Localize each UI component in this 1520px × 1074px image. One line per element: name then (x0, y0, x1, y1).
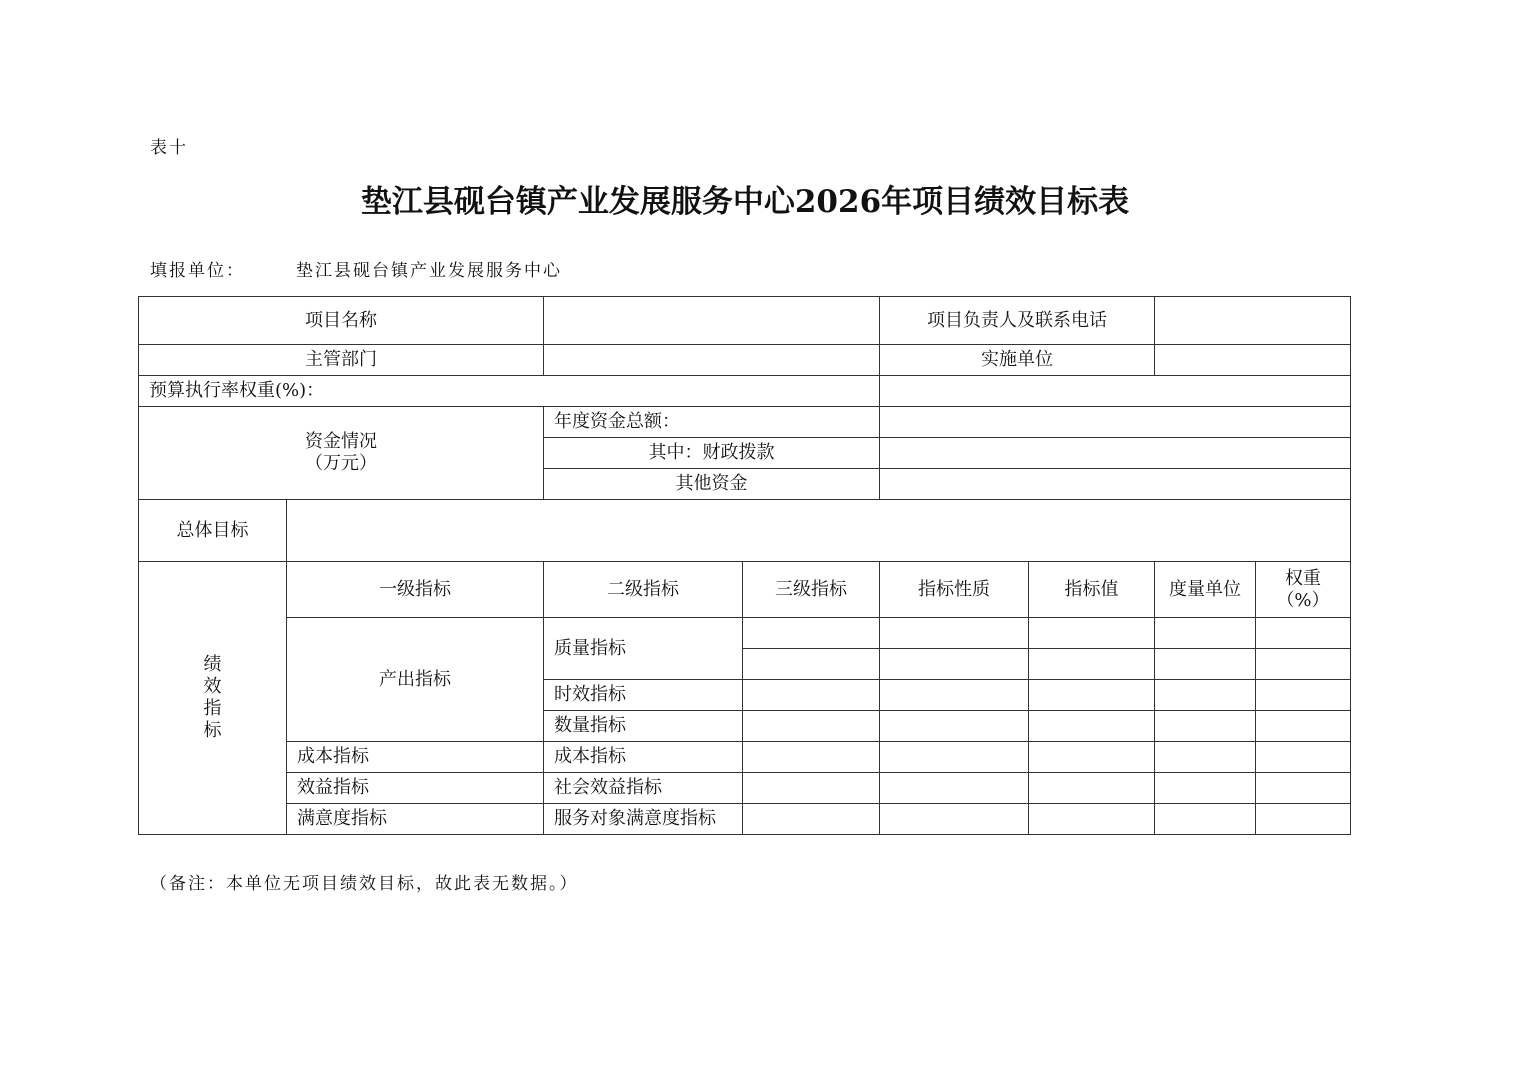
table-cell[interactable] (1029, 742, 1155, 773)
social-benefit-indicator-label: 社会效益指标 (544, 773, 743, 804)
table-row (139, 345, 1351, 376)
column-header-weight (1256, 562, 1351, 618)
overall-goal-label: 总体目标 (139, 500, 287, 562)
table-cell[interactable] (743, 680, 880, 711)
table-row (139, 297, 1351, 345)
table-cell[interactable] (1256, 680, 1351, 711)
table-cell[interactable] (880, 804, 1029, 835)
table-cell[interactable] (1155, 680, 1256, 711)
column-header-unit: 度量单位 (1155, 562, 1256, 618)
table-cell[interactable] (743, 711, 880, 742)
performance-indicator-label (139, 562, 287, 835)
table-cell[interactable] (1256, 773, 1351, 804)
footnote: （备注：本单位无项目绩效目标，故此表无数据。） (150, 874, 579, 894)
table-row (139, 804, 1351, 835)
output-indicator-label: 产出指标 (287, 618, 544, 742)
project-name-value[interactable] (544, 297, 880, 345)
table-cell[interactable] (880, 773, 1029, 804)
benefit-indicator-label: 效益指标 (287, 773, 544, 804)
funds-label (139, 407, 544, 500)
table-cell[interactable] (1029, 649, 1155, 680)
perf-char: 绩 (203, 654, 222, 675)
table-row (139, 742, 1351, 773)
table-cell[interactable] (880, 649, 1029, 680)
fill-unit-value: 垫江县砚台镇产业发展服务中心 (296, 261, 562, 281)
overall-goal-value[interactable] (287, 500, 1351, 562)
table-cell[interactable] (1029, 618, 1155, 649)
cost-indicator-level2-label: 成本指标 (544, 742, 743, 773)
table-cell[interactable] (1155, 649, 1256, 680)
service-satisfaction-indicator-label: 服务对象满意度指标 (544, 804, 743, 835)
project-contact-label: 项目负责人及联系电话 (880, 297, 1155, 345)
column-header-nature: 指标性质 (880, 562, 1029, 618)
satisfaction-indicator-label: 满意度指标 (287, 804, 544, 835)
timeliness-indicator-label: 时效指标 (544, 680, 743, 711)
table-cell[interactable] (880, 711, 1029, 742)
cost-indicator-level1-label: 成本指标 (287, 742, 544, 773)
column-header-level3: 三级指标 (743, 562, 880, 618)
table-cell[interactable] (1256, 618, 1351, 649)
table-cell[interactable] (1155, 742, 1256, 773)
column-header-level2: 二级指标 (544, 562, 743, 618)
table-cell[interactable] (880, 618, 1029, 649)
column-header-value: 指标值 (1029, 562, 1155, 618)
annual-total-label: 年度资金总额： (544, 407, 880, 438)
table-cell[interactable] (1029, 804, 1155, 835)
table-cell[interactable] (880, 680, 1029, 711)
table-cell[interactable] (880, 742, 1029, 773)
budget-rate-weight-value[interactable] (880, 376, 1351, 407)
table-row (139, 407, 1351, 438)
fill-unit (150, 256, 562, 281)
table-cell[interactable] (1155, 773, 1256, 804)
fill-unit-label: 填报单位： (150, 261, 245, 281)
perf-char: 效 (203, 676, 222, 697)
funds-label-line1: 资金情况 (305, 431, 377, 452)
perf-char: 指 (203, 698, 222, 719)
department-value[interactable] (544, 345, 880, 376)
table-cell[interactable] (1256, 711, 1351, 742)
table-row (139, 618, 1351, 649)
implementing-unit-value[interactable] (1155, 345, 1351, 376)
table-cell[interactable] (743, 804, 880, 835)
other-funds-label: 其他资金 (544, 469, 880, 500)
project-name-label: 项目名称 (139, 297, 544, 345)
table-cell[interactable] (1256, 649, 1351, 680)
perf-char: 标 (203, 720, 222, 741)
table-cell[interactable] (1256, 742, 1351, 773)
quantity-indicator-label: 数量指标 (544, 711, 743, 742)
table-row (139, 773, 1351, 804)
project-contact-value[interactable] (1155, 297, 1351, 345)
table-cell[interactable] (1029, 711, 1155, 742)
table-header-row (139, 562, 1351, 618)
other-funds-value[interactable] (880, 469, 1351, 500)
table-cell[interactable] (1029, 773, 1155, 804)
table-cell[interactable] (1155, 804, 1256, 835)
budget-rate-weight-label: 预算执行率权重(%)： (139, 376, 880, 407)
table-cell[interactable] (1155, 711, 1256, 742)
column-header-weight-line2: （%） (1276, 589, 1330, 611)
table-number-label: 表十 (150, 138, 188, 158)
page-title: 垫江县砚台镇产业发展服务中心2026年项目绩效目标表 (360, 184, 1130, 220)
column-header-weight-line1: 权重 (1285, 567, 1321, 589)
department-label: 主管部门 (139, 345, 544, 376)
fiscal-allocation-label: 其中：财政拨款 (544, 438, 880, 469)
table-cell[interactable] (743, 742, 880, 773)
table-cell[interactable] (1155, 618, 1256, 649)
table-cell[interactable] (743, 618, 880, 649)
table-cell[interactable] (743, 649, 880, 680)
table-row (139, 500, 1351, 562)
implementing-unit-label: 实施单位 (880, 345, 1155, 376)
table-cell[interactable] (1029, 680, 1155, 711)
table-cell[interactable] (743, 773, 880, 804)
fiscal-allocation-value[interactable] (880, 438, 1351, 469)
funds-label-line2: （万元） (305, 453, 377, 474)
table-row (139, 376, 1351, 407)
column-header-level1: 一级指标 (287, 562, 544, 618)
annual-total-value[interactable] (880, 407, 1351, 438)
quality-indicator-label: 质量指标 (544, 618, 743, 680)
performance-target-table (138, 296, 1351, 835)
table-cell[interactable] (1256, 804, 1351, 835)
